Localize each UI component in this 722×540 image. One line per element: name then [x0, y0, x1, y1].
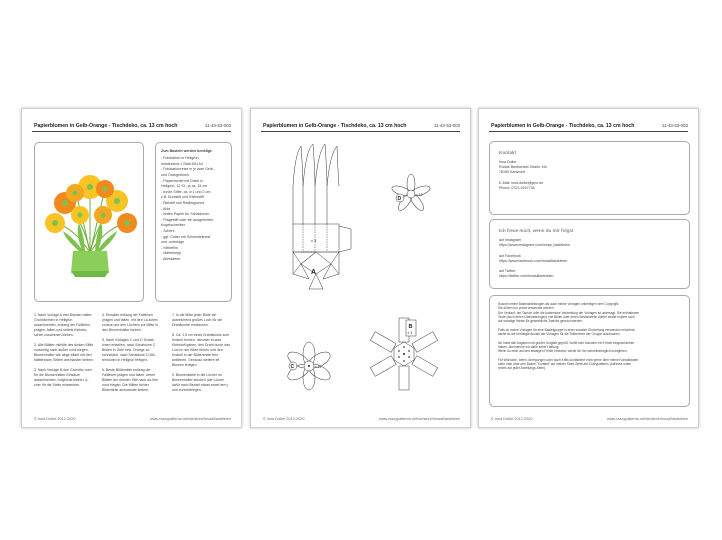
material-item: mindestens 1 Blatt DIN A4: [161, 161, 203, 166]
contact-title: Kontakt: [499, 150, 517, 155]
social-line: https://www.facebook.com/InnasBasteleien: [499, 258, 568, 263]
header-divider: [32, 131, 231, 132]
template-a: [293, 144, 351, 289]
material-item: - Fotokarton in Hellgrün,: [161, 156, 200, 161]
legal-box: [489, 295, 690, 407]
footer-copyright: © Inna Dolbe 2012-2020: [263, 417, 305, 421]
legal-line: Für Wünsche, Ideen, Anregungen oder auch Kritik kontaktiere mich gerne über meine Kontaktdaten: [498, 357, 639, 362]
legal-text: [498, 302, 681, 371]
label-c: C: [290, 364, 295, 370]
material-item: - Fotokartonreste in je zwei Gelb-: [161, 167, 214, 172]
instruction-step: 1. Nach Vorlage A drei Blumen-halter-Grundformen in Hellgrün ausschneiden, entlang der Faltlinien prägen, falten und mittels Klebela-schen zusammen kleben.: [34, 313, 93, 337]
instruction-step: 8. Ca. 1,5 cm eines Drahtstücks zum Knäuel formen, darunter et-was Klebstoff geben, den Draht durch das Loch in der Blüte führen und den Knäuel in der Blütenmitte fest ankleben. Genauso weitere elf Blumen fertigen.: [172, 333, 230, 367]
material-item: - Alleskleber: [161, 256, 181, 261]
legal-line: darfst du die benötigte Anzahl der Vorlagen für die Teilnehmer der Gruppe ausdrucken.: [498, 332, 621, 337]
material-item: - Malerkrepp: [161, 251, 182, 256]
mult-c: x 12: [315, 365, 322, 369]
material-item: - Ahle: [161, 206, 171, 211]
mult-a: x 3: [311, 238, 317, 243]
material-item: und Orangetönen: [161, 172, 189, 177]
material-item: - Klebefilm: [161, 245, 178, 250]
contact-box: [489, 141, 690, 215]
instruction-step: 2. Alle Blätter mithilfe des dicken Stifts vorsichtig nach außen rund biegen. Blumenhalter wie abge-bildet mit den blätterlosen Seiten aneinander kleben.: [34, 343, 94, 362]
material-item: - Schere: [161, 228, 175, 233]
product-photo-frame: [34, 142, 144, 302]
steps-column-3: [172, 313, 232, 398]
contact-details: [499, 160, 680, 191]
social-line: https://www.instagram.com/innas_basteleien: [499, 243, 570, 248]
label-a: A: [311, 269, 317, 276]
steps-column-2: [102, 313, 162, 398]
material-item: Kugelschreiber: [161, 223, 185, 228]
legal-line: rechts auf jeder Anleitungs-Seite).: [498, 366, 546, 371]
header-divider: [489, 131, 688, 132]
steps-column-1: [34, 313, 94, 393]
footer-url: www.crazypatterns.net/de/store/InnasBasteleien: [378, 417, 460, 421]
material-item: - Bleistift und Radiergummi: [161, 200, 205, 205]
contact-line: 76189 Karlsruhe: [499, 170, 526, 175]
social-box: [489, 219, 690, 289]
instruction-step: 7. In die Mitte jeder Blüte ein ausreichend großes Loch für die Drahtkordel einstechen.: [172, 313, 223, 327]
contact-line: Phone: 0721-9247735: [499, 186, 535, 191]
social-line: auf Instagram: [499, 238, 521, 242]
social-line: auf Twitter: [499, 269, 516, 274]
material-item: Hellgrün, 12 St., je ca. 15 cm: [161, 184, 208, 189]
page-contact: [478, 108, 699, 428]
page-instructions: [21, 108, 242, 428]
materials-list: [161, 156, 226, 262]
material-item: - runde Stifte, ca. ø 1 und 2 cm,: [161, 189, 212, 194]
legal-line: Sie dürfen nur privat verwendet werden.: [498, 306, 555, 311]
flower-bouquet-photo: [35, 143, 145, 303]
material-item: - Papierkordel mit Draht in: [161, 178, 203, 183]
footer-url: www.crazypatterns.net/de/store/InnasBasteleien: [149, 417, 231, 421]
template-b: [370, 318, 437, 390]
materials-box: [155, 142, 232, 302]
mult-d: x 12: [416, 193, 423, 197]
legal-line: Falls du meine Vorlagen für eine Bastelgruppe in einer sozialen Einrichtung verwenden möchtest,: [498, 327, 636, 332]
footer-url: www.crazypatterns.net/de/store/InnasBasteleien: [606, 417, 688, 421]
material-item: - ggf. Cutter mit Schneidelineal: [161, 234, 211, 239]
contact-line: Rudolf-Breitscheid-Straße 19c: [499, 165, 548, 170]
material-item: - Prägestift oder ein ausgeleerter: [161, 217, 214, 222]
label-b: B: [408, 324, 413, 330]
legal-line: Der Verkauf, der Tausch oder die kostenlose Verbreitung der Vorlagen ist untersagt. Die enthaltenen: [498, 310, 640, 315]
template-d: [391, 174, 432, 213]
label-d: D: [397, 196, 402, 202]
instruction-step: 4. Einsätze entlang der Faltlinien prägen und falten, mit den La-schen voraus und den Löchern zur Mitte in den Blumenhalter kleben.: [102, 313, 159, 332]
page-title: Papierblumen in Gelb-Orange - Tischdeko, ca. 13 cm hoch: [34, 123, 178, 129]
footer-copyright: © Inna Dolbe 2012-2020: [491, 417, 533, 421]
social-links: [499, 238, 680, 280]
header-divider: [261, 131, 460, 132]
page-title: Papierblumen in Gelb-Orange - Tischdeko, ca. 13 cm hoch: [491, 123, 635, 129]
social-title: Ich freue mich, wenn du mir folgst: [499, 228, 574, 233]
legal-line: Sowohl meine Bastelanleitungen als auch meine Vorlagen unterliegen dem Copyright.: [498, 302, 620, 306]
legal-line: Wenn du mich auf den etwaigen Fehler hinweist, werde ich ihn schnellstmöglich korrigieren.: [498, 349, 628, 354]
legal-line: auf sonstige Weise für gewerbliche Zwecke genutzt werden.: [498, 319, 583, 324]
legal-line: haben, übernehme ich dafür keine Haftung.: [498, 344, 560, 349]
material-item: und -unterlage: [161, 240, 185, 245]
contact-line: E-Mail: inna.dolbe@gmx.de: [499, 180, 544, 185]
mult-b: x 3: [407, 331, 413, 335]
legal-line: Texte (auch deren Übersetzungen) und Bilder oder deren Bestandteile dürfen weder kopiert noch: [498, 314, 635, 319]
page-templates: [250, 108, 471, 428]
article-code: 11-43-53-003: [661, 123, 688, 128]
social-line: https://twitter.com/InnasBasteleien: [499, 274, 554, 279]
instruction-step: 9. Blumenstiele in die Löcher im Blumenhalter stecken (die Löcher dafür nach Bedarf etwas erwei-tern) und zurechtbiegen.: [172, 373, 228, 392]
footer-copyright: © Inna Dolbe 2012-2020: [34, 417, 76, 421]
contact-line: Inna Dolbe: [499, 160, 517, 164]
instruction-step: 3. Nach Vorlage B drei Grundfor-men für die Blumenhalter-Einsätze ausschneiden, möglichst kleine Lö-cher für die Stiele einstechen.: [34, 368, 92, 387]
social-line: auf Facebook: [499, 253, 521, 258]
article-code: 11-43-53-003: [433, 123, 460, 128]
article-code: 11-43-53-003: [204, 123, 231, 128]
materials-title: Zum Basteln werden benötigt:: [161, 149, 213, 153]
material-item: - festes Papier für Schablonen: [161, 212, 210, 217]
page-title: Papierblumen in Gelb-Orange - Tischdeko, ca. 13 cm hoch: [263, 123, 407, 129]
material-item: z.B. Buntstift und Klebestift: [161, 195, 204, 200]
legal-line: Ich habe alle Angaben mit großer Sorgfalt geprüft. Sollte sich trotzdem ein Fehler eingeschlichen: [498, 340, 635, 345]
instruction-step: 5. Nach Vorlagen C und D Schab-lonen erstellen, nach Schablone C Blüten in Gelb bzw. Orange zu-schneiden, nach Schablone D Blü-tenböden in Hellgrün fertigen.: [102, 338, 156, 362]
instruction-step: 6. Beide Blütenteile entlang der Faltlinien prägen und falten, deren Blätter am dünnen Stift nach au-ßen rund biegen. Die Mitten beider Blütenteile aneinander kleben.: [102, 368, 159, 392]
template-sheet: [251, 134, 472, 424]
legal-line: oben oder über den Button "Kontakt" auf meiner Store-Seite auf Crazypatterns (Adresse unten: [498, 362, 632, 367]
